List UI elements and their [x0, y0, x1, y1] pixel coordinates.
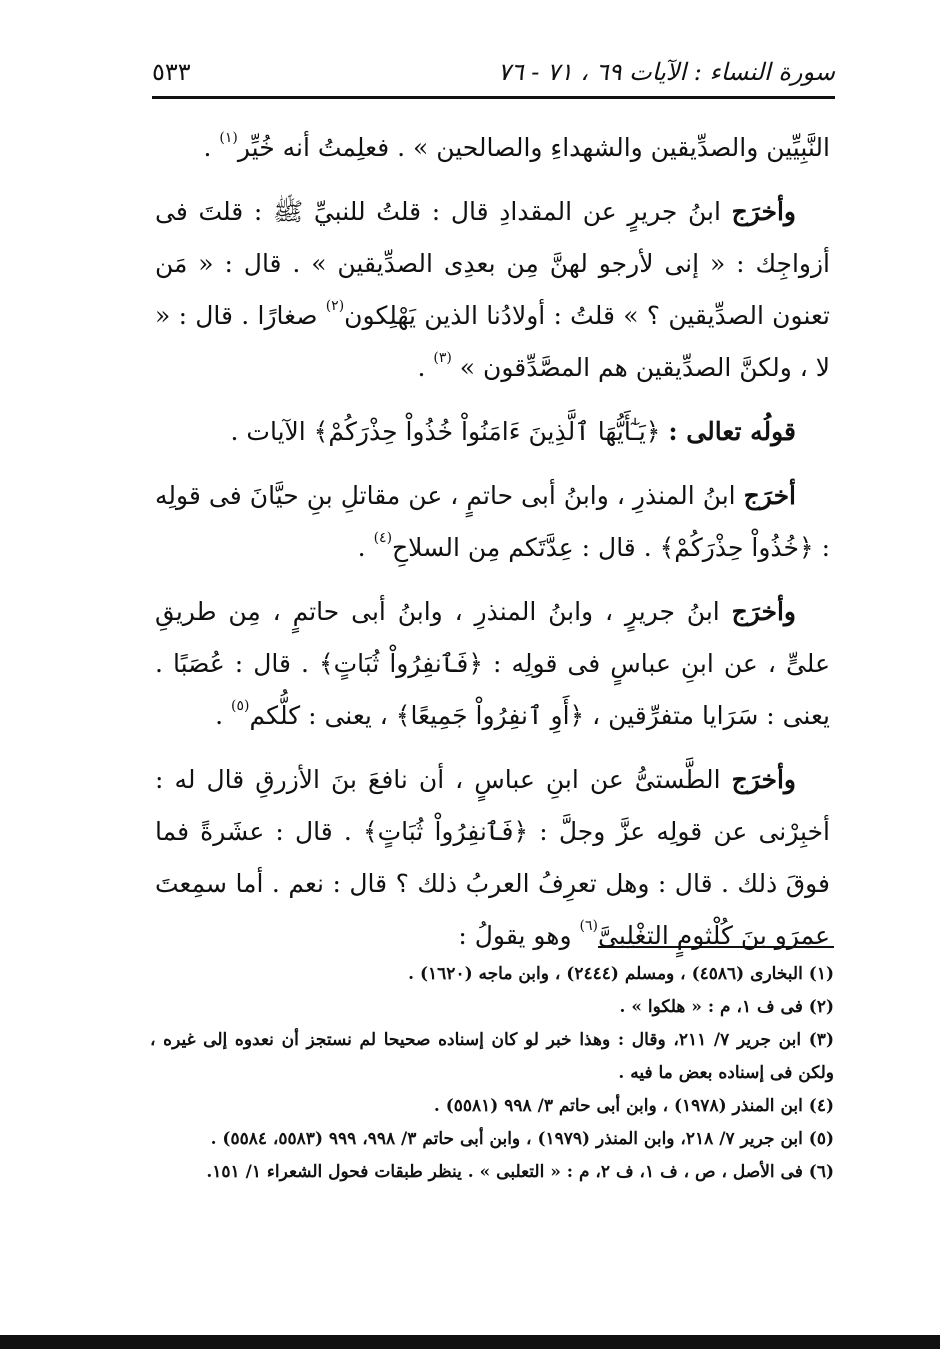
- paragraph-text: ﴿يَـٰٓأَيُّهَا ٱلَّذِينَ ءَامَنُواْ خُذُواْ حِذْرَكُمْ﴾ الآيات .: [230, 417, 669, 446]
- paragraph-lead: أخرَج: [743, 481, 796, 510]
- paragraph: [155, 754, 830, 962]
- paragraph-text: النَّبِيِّين والصدِّيقين والشهداءِ والصالحين » . فعلِمتُ أنه خُيِّر: [237, 133, 830, 162]
- footnote: (٣) ابن جرير ٧/ ٢١١، وقال : وهذا خبر لو كان إسناده صحيحا لم نستجز أن نعدوه إلى غيره ، ولكن فى إسناده بعض ما فيه .: [150, 1030, 834, 1083]
- scan-edge-bar: [0, 1335, 940, 1349]
- paragraph: [155, 406, 830, 458]
- footnote-marker: (١): [219, 130, 238, 146]
- footnote-marker: (٢): [325, 298, 345, 314]
- paragraph: [155, 586, 830, 742]
- paragraph: [155, 470, 830, 574]
- footnote: (٥) ابن جرير ٧/ ٢١٨، وابن المنذر (١٩٧٩) ، وابن أبى حاتم ٣/ ٩٩٨، ٩٩٩ (٥٥٨٣، ٥٥٨٤) .: [210, 1129, 834, 1149]
- footnote-marker: (٣): [433, 350, 452, 366]
- paragraph-lead: وأخرَج: [731, 765, 796, 794]
- paragraph-lead: قولُه تعالى :: [668, 417, 796, 446]
- header-title: سورة النساء : الآيات ٦٩ ، ٧١ - ٧٦: [497, 58, 835, 86]
- paragraph: [155, 122, 830, 174]
- footnote-marker: (٥): [231, 698, 250, 714]
- footnote-separator: [598, 946, 834, 948]
- paragraph-tail: .: [203, 133, 220, 162]
- paragraph-lead: وأخرَج: [731, 197, 796, 226]
- paragraph-text: ابنُ المنذرِ ، وابنُ أبى حاتمٍ ، عن مقاتلِ بنِ حيَّانَ فى قولِه : ﴿خُذُواْ حِذْرَكُمْ﴾ . قال : عِدَّتَكم مِن السلاحِ: [155, 481, 830, 562]
- paragraph-text: الطَّستىُّ عن ابنِ عباسٍ ، أن نافعَ بنَ الأزرقِ قال له : أخبِرْنى عن قولِه عزَّ وجلَّ : ﴿فَٱنفِرُواْ ثُبَاتٍ﴾ . قال : عشَرةً فما فوقَ ذلك . قال : وهل تعرِفُ العربُ ذلك ؟ قال : نعم . أما سمِعتَ عمرَو بنَ كُلْثومٍ التغْلِبىَّ: [155, 765, 830, 950]
- footnote: (٦) فى الأصل ، ص ، ف ١، ف ٢، م : « التعلبى » . ينظر طبقات فحول الشعراء ١/ ١٥١.: [206, 1162, 834, 1182]
- footnotes: [150, 958, 834, 1189]
- paragraph-text: ابنُ جريرٍ ، وابنُ المنذرِ ، وابنُ أبى حاتمٍ ، مِن طريقِ علىٍّ ، عن ابنِ عباسٍ فى قولِه : ﴿فَٱنفِرُواْ ثُبَاتٍ﴾ . قال : عُصَبًا . يعنى : سَرَايا متفرِّقين ، ﴿أَوِ ٱنفِرُواْ جَمِيعًا﴾ ، يعنى : كلُّكم: [155, 597, 830, 730]
- paragraph-tail: .: [357, 533, 374, 562]
- footnote-marker: (٤): [373, 530, 393, 546]
- main-text: [155, 122, 830, 974]
- footnote: (٤) ابن المنذر (١٩٧٨) ، وابن أبى حاتم ٣/ ٩٩٨ (٥٥٨١) .: [433, 1096, 834, 1116]
- paragraph: [155, 186, 830, 394]
- paragraph-tail: وهو يقولُ :: [458, 921, 580, 950]
- running-header: [152, 52, 835, 92]
- paragraph-tail: صغارًا . قال : « لا ، ولكنَّ الصدِّيقين هم المصَّدِّقون »: [155, 301, 830, 382]
- page-number: ٥٣٣: [152, 58, 191, 86]
- header-rule: [152, 96, 835, 99]
- paragraph-tail: .: [215, 701, 232, 730]
- footnote-marker: (٦): [579, 918, 598, 934]
- footnote: (١) البخارى (٤٥٨٦) ، ومسلم (٢٤٤٤) ، وابن ماجه (١٦٢٠) .: [408, 964, 834, 984]
- footnote: (٢) فى ف ١، م : « هلكوا » .: [619, 997, 834, 1017]
- paragraph-lead: وأخرَج: [731, 597, 796, 626]
- paragraph-tail: .: [417, 353, 434, 382]
- paragraph-text: ابنُ جريرٍ عن المقدادِ قال : قلتُ للنبيِّ ﷺ : قلتَ فى أزواجِك : « إنى لأرجو لهنَّ مِن بعدِى الصدِّيقين » . قال : « مَن تعنون الصدِّيقين ؟ » قلتُ : أولادُنا الذين يَهْلِكون: [155, 197, 831, 330]
